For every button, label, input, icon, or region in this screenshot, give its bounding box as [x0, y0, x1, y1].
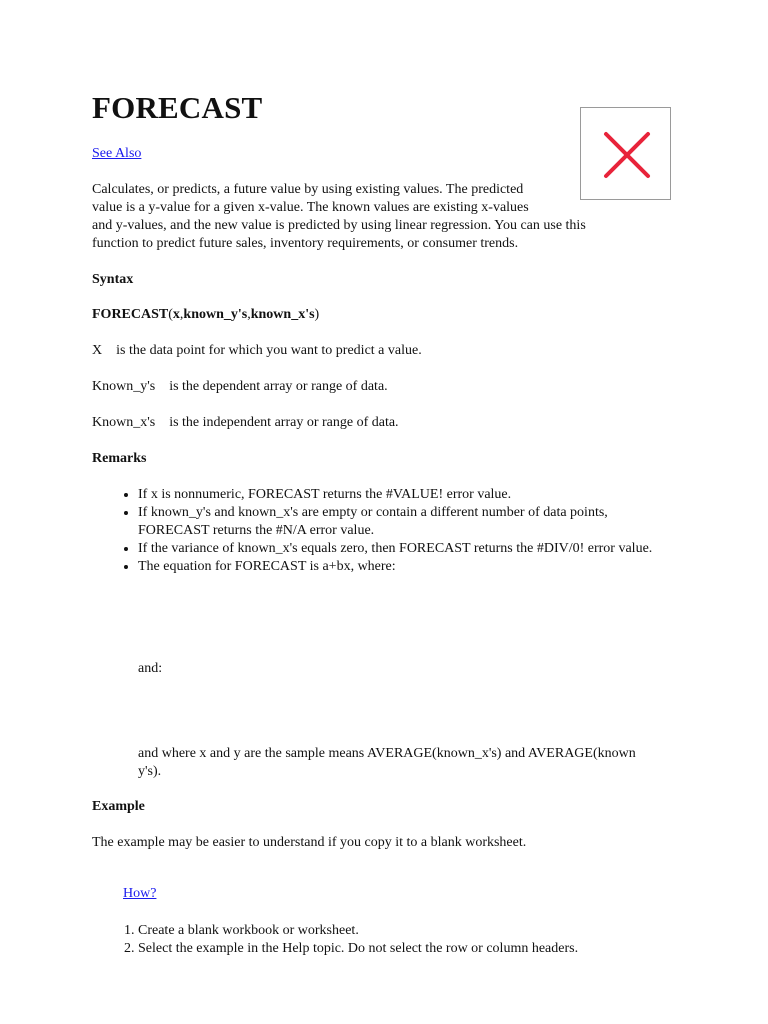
- intro-line: Calculates, or predicts, a future value by using existing values. The predicted: [92, 182, 524, 197]
- argument-desc: is the dependent array or range of data.: [169, 379, 388, 394]
- argument-name: Known_x's: [92, 415, 156, 430]
- argument-desc: is the independent array or range of data.: [169, 415, 399, 430]
- syntax-heading: Syntax: [92, 272, 134, 287]
- list-item: • If known_y's and known_x's are empty or contain a different number of data points, FORECAST returns the #N/A error value.: [138, 504, 682, 540]
- argument-known-x: [92, 415, 399, 431]
- syntax-close: ): [314, 307, 320, 322]
- sample-means-note: and where x and y are the sample means AVERAGE(known_x's) and AVERAGE(known y's).: [138, 746, 636, 779]
- syntax-func: FORECAST: [92, 307, 169, 322]
- argument-x: [92, 343, 422, 359]
- intro-line: and y-values, and the new value is predicted by using linear regression. You can use this: [92, 218, 586, 233]
- syntax-arg-known-y: known_y's: [183, 307, 248, 322]
- intro-line: function to predict future sales, inventory requirements, or consumer trends.: [92, 236, 519, 251]
- remarks-list: [92, 486, 682, 576]
- syntax-open: (: [168, 307, 173, 322]
- list-item: 1. Create a blank workbook or worksheet.: [138, 922, 692, 940]
- argument-known-y: [92, 379, 388, 395]
- syntax-arg-x: x: [172, 307, 180, 322]
- intro-line: value is a y-value for a given x-value. The known values are existing x-values: [92, 200, 529, 215]
- example-text: The example may be easier to understand if you copy it to a blank worksheet.: [92, 835, 527, 850]
- how-link[interactable]: How?: [123, 886, 157, 901]
- see-also-link[interactable]: See Also: [92, 146, 142, 161]
- list-item: 2. Select the example in the Help topic. Do not select the row or column headers.: [138, 940, 692, 958]
- and-label: and:: [138, 661, 163, 676]
- list-item: • If x is nonnumeric, FORECAST returns the #VALUE! error value.: [138, 486, 682, 504]
- argument-desc: is the data point for which you want to predict a value.: [116, 343, 422, 358]
- example-heading: Example: [92, 799, 145, 814]
- example-steps: [92, 922, 692, 958]
- list-item: • The equation for FORECAST is a+bx, where:: [138, 558, 682, 576]
- remarks-heading: Remarks: [92, 451, 147, 466]
- intro-paragraph: [92, 181, 586, 253]
- list-item: • If the variance of known_x's equals zero, then FORECAST returns the #DIV/0! error value.: [138, 540, 682, 558]
- broken-image-icon: [581, 108, 672, 201]
- syntax-sep: ,: [179, 307, 184, 322]
- page-title: FORECAST: [92, 90, 263, 125]
- broken-image: [580, 107, 671, 200]
- syntax-sep: ,: [247, 307, 251, 322]
- syntax-signature: [92, 307, 319, 323]
- argument-name: X: [92, 343, 103, 358]
- argument-name: Known_y's: [92, 379, 156, 394]
- syntax-arg-known-x: known_x's: [250, 307, 315, 322]
